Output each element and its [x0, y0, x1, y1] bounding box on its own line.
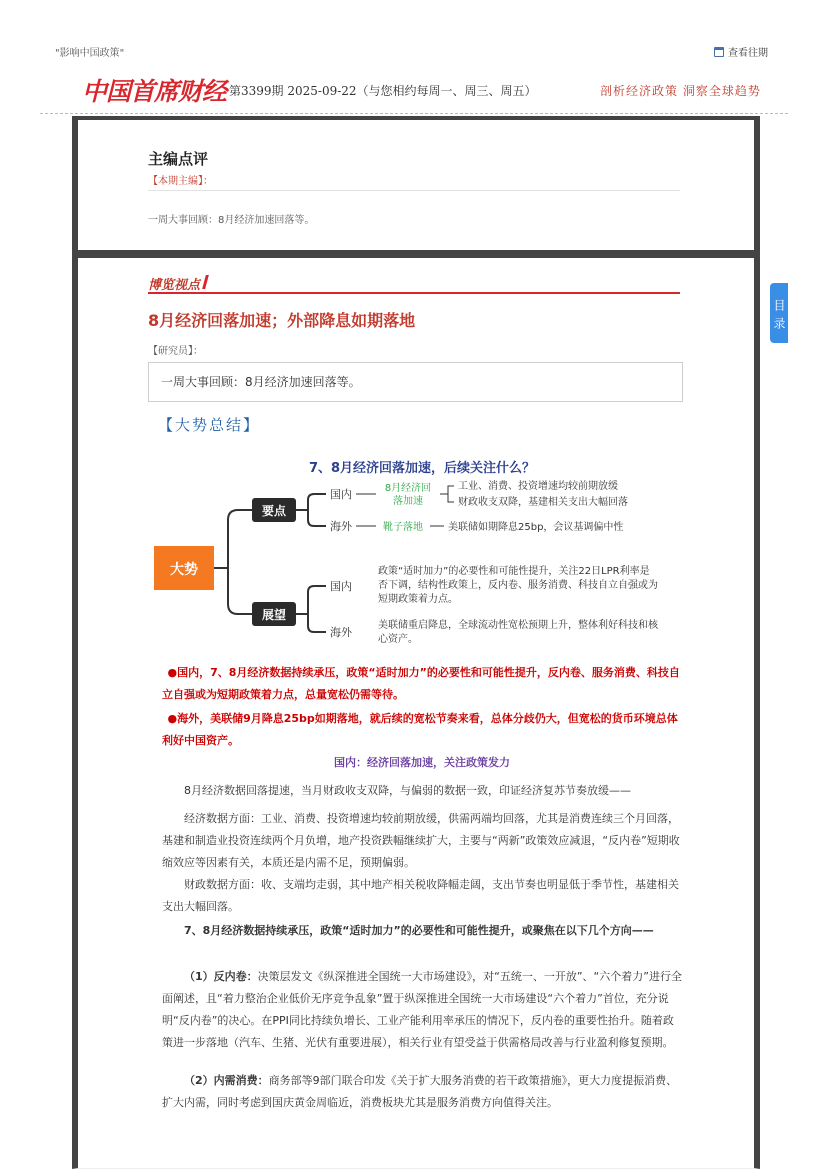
bullet-domestic: ●国内，7、8月经济数据持续承压，政策“适时加力”的必要性和可能性提升，反内卷、服务消费、科技自立自强或为短期政策着力点，总量宽松仍需等待。 — [162, 666, 680, 701]
outlook-domestic-3: 短期政策着力点。 — [378, 594, 458, 605]
root-label: 大势 — [170, 562, 198, 578]
domestic-detail-2: 财政收支双降，基建相关支出大幅回落 — [458, 497, 628, 508]
key-points-label: 要点 — [261, 504, 287, 518]
item2-text: 商务部等9部门联合印发《关于扩大服务消费的若干政策措施》，更大力度提振消费、扩大内需，同时考虑到国庆黄金周临近，消费板块尤其是服务消费方向值得关注。 — [162, 1074, 678, 1109]
brand-logo: 中国首席财经 — [82, 77, 227, 106]
outlook-domestic-2: 否下调，结构性政策上，反内卷、服务消费、科技自立自强或为 — [378, 580, 658, 591]
domestic-label: 国内 — [330, 488, 352, 501]
domestic-detail-1: 工业、消费、投资增速均较前期放缓 — [458, 481, 618, 492]
researcher-label: 【研究员】： — [148, 346, 203, 357]
slogan: 剖析经济政策 洞察全球趋势 — [600, 84, 761, 98]
calendar-icon — [714, 47, 724, 57]
article-card — [72, 254, 760, 1169]
para-fiscal: 财政数据方面：收、支端均走弱，其中地产相关税收降幅走阔，支出节奏也明显低于季节性，基建相关支出大幅回落。 — [162, 878, 679, 913]
article-title: 8月经济回落加速；外部降息如期落地 — [148, 311, 416, 330]
issue-info: 第3399期 2025-09-22（与您相约每周一、周三、周五） — [229, 84, 537, 98]
editor-card — [72, 116, 760, 254]
outlook-domestic-1: 政策“适时加力”的必要性和可能性提升，关注22日LPR利率是 — [378, 566, 650, 577]
para-economy: 经济数据方面：工业、消费、投资增速均较前期放缓，供需两端均回落，尤其是消费连续三个月回落，基建和制造业投资连续两个月负增，地产投资跌幅继续扩大，主要与“两新”政策效应减退，“反内卷”短期收缩效应等因素有关，本质还是内需不足，预期偏弱。 — [162, 812, 680, 869]
overseas-label: 海外 — [330, 520, 352, 533]
mindmap-figure — [148, 480, 688, 680]
article-abstract: 一周大事回顾：8月经济加速回落等。 — [148, 362, 683, 402]
subheading-domestic: 国内：经济回落加速，关注政策发力 — [334, 756, 510, 769]
figure-title: 7、8月经济回落加速，后续关注什么？ — [308, 461, 536, 476]
section-label-text: 博览视点 — [148, 278, 201, 293]
overseas-detail: 美联储如期降息25bp，会议基调偏中性 — [448, 522, 624, 533]
overseas-point: 靴子落地 — [383, 522, 423, 533]
item1-text: 决策层发文《纵深推进全国统一大市场建设》，对“五统一、一开放”、“六个着力”进行全面阐述，且“着力整治企业低价无序竞争乱象”置于纵深推进全国统一大市场建设“六个着力”首位，充分说明“反内卷”的决心。在PPI同比持续负增长、工业产能利用率承压的情况下，反内卷的重要性抬升。随着政策进一步落地（汽车、生猪、光伏有重要进展），相关行业有望受益于供需格局改善与行业盈利修复预期。 — [162, 970, 682, 1049]
history-label: 查看往期 — [728, 48, 768, 59]
item2-label: （2）内需消费： — [184, 1074, 269, 1087]
editor-label: 【本期主编】： — [148, 176, 213, 187]
domestic-point-2: 落加速 — [393, 496, 423, 507]
item1-label: （1）反内卷： — [184, 970, 258, 983]
editor-summary: 一周大事回顾：8月经济加速回落等。 — [148, 215, 315, 226]
section-mark — [202, 275, 209, 289]
domestic-point-1: 8月经济回 — [384, 483, 432, 494]
toc-tab[interactable]: 目录 — [770, 283, 788, 343]
trend-heading: 【大势总结】 — [158, 416, 261, 434]
editor-card-title: 主编点评 — [148, 150, 209, 168]
para-policy: 7、8月经济数据持续承压，政策“适时加力”的必要性和可能性提升，或聚焦在以下几个方向—— — [184, 924, 654, 937]
editor-divider — [148, 190, 680, 191]
bullet-overseas: ●海外，美联储9月降息25bp如期落地，就后续的宽松节奏来看，总体分歧仍大，但宽松的货币环境总体利好中国资产。 — [162, 712, 678, 747]
outlook-label: 展望 — [261, 608, 287, 622]
tagline: "影响中国政策" — [55, 48, 125, 59]
header-divider — [40, 113, 788, 114]
domestic-outlook-label: 国内 — [330, 580, 352, 593]
section-label — [148, 274, 680, 294]
item-consumption — [162, 1070, 684, 1114]
para-data-summary: 8月经济数据回落提速，当月财政收支双降，与偏弱的数据一致，印证经济复苏节奏放缓—— — [184, 784, 631, 797]
outlook-overseas-2: 心资产。 — [378, 634, 418, 645]
item-anti-involution — [162, 966, 684, 1054]
history-link[interactable] — [714, 44, 768, 59]
outlook-overseas-1: 美联储重启降息，全球流动性宽松预期上升，整体利好科技和核 — [378, 620, 658, 631]
overseas-outlook-label: 海外 — [330, 626, 352, 639]
